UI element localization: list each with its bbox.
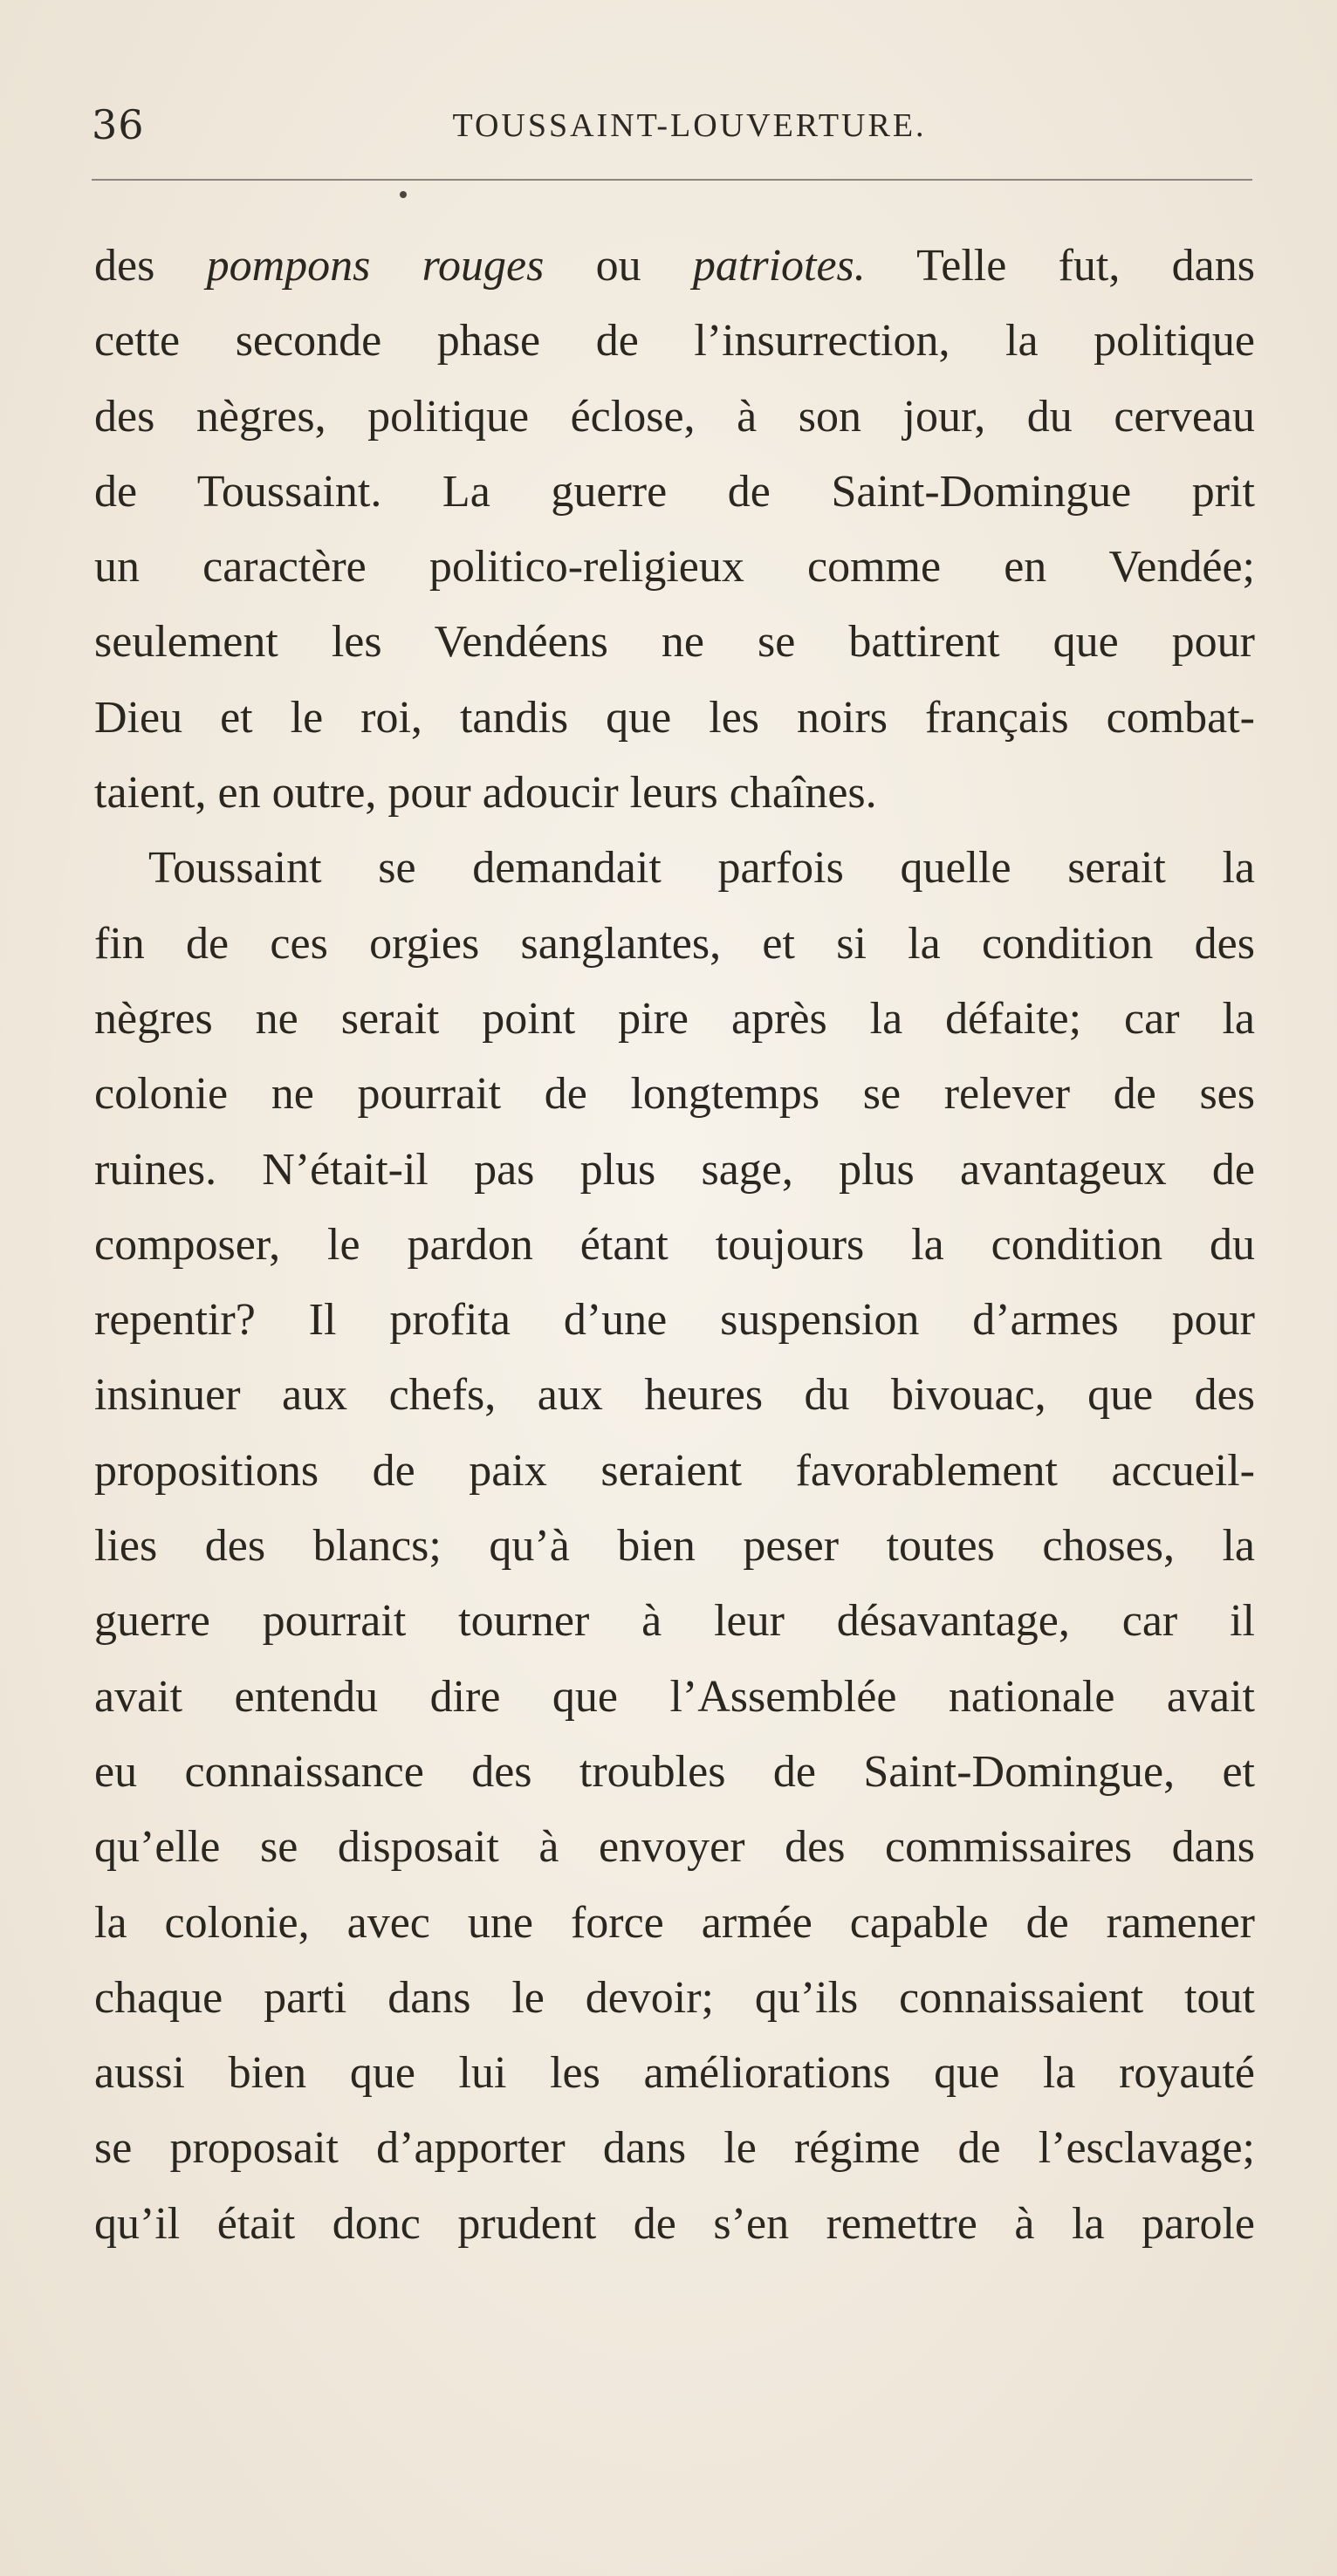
- text-line: un caractère politico-religieux comme en Vendée;: [94, 542, 1255, 593]
- text-line: eu connaissance des troubles de Saint-Domingue, et: [94, 1746, 1255, 1797]
- text-line: qu’elle se disposait à envoyer des commissaires dans: [94, 1822, 1255, 1873]
- running-title: TOUSSAINT-LOUVERTURE.: [452, 107, 927, 144]
- text-line: qu’il était donc prudent de s’en remettre à la parole: [94, 2198, 1255, 2249]
- text-line: se proposait d’apporter dans le régime de l’esclavage;: [94, 2123, 1255, 2174]
- text-line: composer, le pardon étant toujours la condition du: [94, 1219, 1255, 1270]
- text-line: chaque parti dans le devoir; qu’ils connaissaient tout: [94, 1972, 1255, 2023]
- text-line: seulement les Vendéens ne se battirent que pour: [94, 617, 1255, 668]
- text-line: de Toussaint. La guerre de Saint-Domingue prit: [94, 466, 1255, 517]
- paragraph-start-line: Toussaint se demandait parfois quelle serait la: [148, 843, 1255, 894]
- text-line: aussi bien que lui les améliorations que la royauté: [94, 2048, 1255, 2099]
- text-line: la colonie, avec une force armée capable de ramener: [94, 1897, 1255, 1948]
- page-header: [92, 98, 1252, 159]
- text-line: Dieu et le roi, tandis que les noirs français combat-: [94, 692, 1255, 743]
- text-line: lies des blancs; qu’à bien peser toutes choses, la: [94, 1521, 1255, 1572]
- text-line: cette seconde phase de l’insurrection, la politique: [94, 316, 1255, 367]
- text-line: insinuer aux chefs, aux heures du bivouac, que des: [94, 1370, 1255, 1421]
- text-line: repentir? Il profita d’une suspension d’armes pour: [94, 1295, 1255, 1346]
- paragraph-end-line: taient, en outre, pour adoucir leurs chaînes.: [94, 768, 877, 819]
- rule-ornament-dot: [400, 191, 407, 198]
- body-text: [94, 229, 1255, 2262]
- text-line: avait entendu dire que l’Assemblée nationale avait: [94, 1671, 1255, 1722]
- text-line: propositions de paix seraient favorablement accueil-: [94, 1445, 1255, 1496]
- text-line: fin de ces orgies sanglantes, et si la condition des: [94, 918, 1255, 969]
- text-line: colonie ne pourrait de longtemps se relever de ses: [94, 1069, 1255, 1120]
- text-line: des pompons rouges ou patriotes. Telle fut, dans: [94, 241, 1255, 291]
- text-line: guerre pourrait tourner à leur désavantage, car il: [94, 1596, 1255, 1647]
- page-number: 36: [92, 101, 145, 148]
- text-line: des nègres, politique éclose, à son jour, du cerveau: [94, 391, 1255, 442]
- header-rule: [92, 179, 1252, 181]
- text-line: ruines. N’était-il pas plus sage, plus avantageux de: [94, 1144, 1255, 1195]
- text-line: nègres ne serait point pire après la défaite; car la: [94, 993, 1255, 1044]
